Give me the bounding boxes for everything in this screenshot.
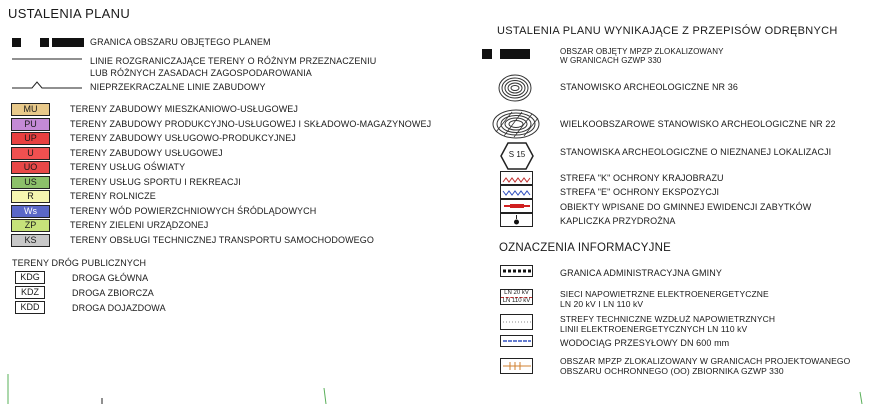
zone-label-u: TERENY ZABUDOWY USŁUGOWEJ: [70, 147, 223, 158]
map-fragment-marks: [0, 370, 883, 404]
road-code-kdd: KDD: [15, 301, 45, 314]
zone-code-pu: PU: [11, 118, 50, 131]
zone-label-ks: TERENY OBSŁUGI TECHNICZNEJ TRANSPORTU SAMOCHODOWEGO: [70, 234, 374, 245]
large-archaeological-site-icon: [492, 108, 540, 140]
power-line-code-110: LN 110 kV: [502, 298, 531, 304]
road-label-kdg: DROGA GŁÓWNA: [72, 273, 149, 283]
zone-label-us: TERENY USŁUG SPORTU I REKREACJI: [70, 176, 241, 187]
zone-code-mu: MU: [11, 103, 50, 116]
zone-code-r: R: [11, 190, 50, 203]
road-code-kdg: KDG: [15, 271, 45, 284]
zone-label-zp: TERENY ZIELENI URZĄDZONEJ: [70, 220, 209, 230]
dividing-line-symbol: [12, 57, 82, 61]
zone-code-uo: UO: [11, 161, 50, 174]
power-lines-label: SIECI NAPOWIETRZNE ELEKTROENERGETYCZNE LN 20 kV I LN 110 kV: [560, 289, 769, 309]
site-code-text: S 15: [508, 150, 526, 159]
zone-code-ws: Ws: [11, 205, 50, 218]
gzwp-area-label: OBSZAR OBJĘTY MPZP ZLOKALIZOWANY W GRANICACH GZWP 330: [560, 47, 724, 65]
technical-zone-symbol: [500, 314, 533, 330]
water-pipeline-symbol: [500, 335, 533, 347]
zone-label-mu: TERENY ZABUDOWY MIESZKANIOWO-USŁUGOWEJ: [70, 104, 298, 114]
landscape-zone-symbol: [500, 171, 533, 185]
zone-label-r: TERENY ROLNICZE: [70, 191, 156, 201]
gzwp-area-symbol: [482, 47, 552, 61]
zone-code-us: US: [11, 176, 50, 189]
power-line-code-20: LN 20 kV: [501, 290, 532, 298]
water-pipeline-label: WODOCIĄG PRZESYŁOWY DN 600 mm: [560, 338, 730, 348]
dividing-line-label-1: LINIE ROZGRANICZAJĄCE TERENY O RÓŻNYM PRZEZNACZENIU: [90, 56, 377, 66]
building-line-label: NIEPRZEKRACZALNE LINIE ZABUDOWY: [90, 82, 266, 92]
exposure-zone-symbol: [500, 185, 533, 199]
landscape-zone-label: STREFA "K" OCHRONY KRAJOBRAZU: [560, 173, 724, 183]
zone-label-uo: TERENY USŁUG OŚWIATY: [70, 162, 186, 172]
zone-label-pu: TERENY ZABUDOWY PRODUKCYJNO-USŁUGOWEJ I SKŁADOWO-MAGAZYNOWEJ: [70, 118, 432, 129]
building-line-symbol: [12, 80, 82, 90]
info-title: OZNACZENIA INFORMACYJNE: [499, 242, 672, 254]
roadside-chapel-label: KAPLICZKA PRZYDROŻNA: [560, 216, 676, 226]
legend-title-right: USTALENIA PLANU WYNIKAJĄCE Z PRZEPISÓW ODRĘBNYCH: [497, 25, 838, 37]
zone-code-u: U: [11, 147, 50, 160]
zone-code-zp: ZP: [11, 219, 50, 232]
admin-boundary-label: GRANICA ADMINISTRACYJNA GMINY: [560, 268, 722, 278]
legend-title-left: USTALENIA PLANU: [8, 6, 131, 21]
zone-label-up: TERENY ZABUDOWY USŁUGOWO-PRODUKCYJNEJ: [70, 133, 296, 143]
unknown-location-site-label: STANOWISKA ARCHEOLOGICZNE O NIEZNANEJ LOKALIZACJI: [560, 147, 832, 157]
protection-area-label: OBSZAR MPZP ZLOKALIZOWANY W GRANICACH PROJEKTOWANEGO OBSZARU OCHRONNEGO (OO) ZBIORNIKA GZWP 330: [560, 356, 851, 376]
zone-code-up: UP: [11, 132, 50, 145]
plan-boundary-label: GRANICA OBSZARU OBJĘTEGO PLANEM: [90, 37, 271, 47]
technical-zone-label: STREFY TECHNICZNE WZDŁUŻ NAPOWIETRZNYCH LINII ELEKTROENERGETYCZNYCH LN 110 kV: [560, 314, 776, 334]
heritage-object-symbol: [500, 199, 533, 213]
zone-code-ks: KS: [11, 234, 50, 247]
plan-boundary-symbol: [12, 36, 82, 48]
roadside-chapel-symbol: [500, 213, 533, 227]
dividing-line-label-2: LUB RÓŻNYCH ZASADACH ZAGOSPODAROWANIA: [90, 68, 312, 78]
archaeological-site-label: STANOWISKO ARCHEOLOGICZNE NR 36: [560, 82, 738, 92]
zone-label-ws: TERENY WÓD POWIERZCHNIOWYCH ŚRÓDLĄDOWYCH: [70, 205, 317, 216]
road-label-kdz: DROGA ZBIORCZA: [72, 288, 154, 298]
exposure-zone-label: STREFA "E" OCHRONY EKSPOZYCJI: [560, 187, 720, 197]
heritage-object-label: OBIEKTY WPISANE DO GMINNEJ EWIDENCJI ZABYTKÓW: [560, 202, 812, 212]
archaeological-site-icon: [497, 73, 533, 103]
admin-boundary-symbol: [500, 265, 533, 277]
large-archaeological-site-label: WIELKOOBSZAROWE STANOWISKO ARCHEOLOGICZNE NR 22: [560, 119, 836, 129]
roads-title: TERENY DRÓG PUBLICZNYCH: [12, 258, 147, 268]
power-lines-symbol: [500, 289, 533, 305]
road-label-kdd: DROGA DOJAZDOWA: [72, 303, 166, 313]
road-code-kdz: KDZ: [15, 286, 45, 299]
